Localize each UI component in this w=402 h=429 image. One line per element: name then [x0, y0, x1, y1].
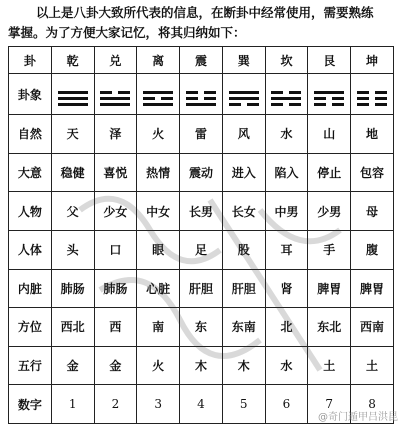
- table-cell: 心脏: [137, 269, 180, 308]
- yin-line: [143, 97, 173, 100]
- table-row: [9, 153, 394, 192]
- row-label: 卦象: [9, 74, 52, 115]
- table-cell: 火: [137, 346, 180, 385]
- table-cell: 西北: [51, 308, 94, 347]
- table-row: [9, 308, 394, 347]
- table-cell: 东: [180, 308, 223, 347]
- table-cell: 热情: [137, 153, 180, 192]
- trigram-icon: [100, 91, 130, 106]
- table-cell: 手: [308, 230, 351, 269]
- intro-line-1: 以上是八卦大致所代表的信息，在断卦中经常使用，需要熟练: [36, 5, 374, 20]
- trigram-icon: [186, 91, 216, 106]
- yin-line: [186, 97, 216, 100]
- table-cell: 肾: [265, 269, 308, 308]
- trigram-cell: [351, 74, 394, 115]
- table-cell: 眼: [137, 230, 180, 269]
- yang-line: [143, 91, 173, 94]
- table-cell: 中男: [265, 192, 308, 231]
- table-cell: 7: [308, 385, 351, 424]
- yin-line: [314, 97, 344, 100]
- table-cell: 山: [308, 115, 351, 154]
- table-cell: 东南: [222, 308, 265, 347]
- table-cell: 地: [351, 115, 394, 154]
- table-cell: 4: [180, 385, 223, 424]
- trigram-symbols-row: [9, 74, 394, 115]
- table-cell: 金: [51, 346, 94, 385]
- table-cell: 肺肠: [94, 269, 137, 308]
- header-trigram-name: 巽: [222, 47, 265, 74]
- table-cell: 火: [137, 115, 180, 154]
- yin-line: [229, 103, 259, 106]
- header-trigram-name: 乾: [51, 47, 94, 74]
- table-cell: 脾胃: [308, 269, 351, 308]
- table-cell: 风: [222, 115, 265, 154]
- trigram-cell: [180, 74, 223, 115]
- table-cell: 北: [265, 308, 308, 347]
- trigram-cell: [308, 74, 351, 115]
- table-cell: 南: [137, 308, 180, 347]
- table-cell: 进入: [222, 153, 265, 192]
- row-label: 方位: [9, 308, 52, 347]
- table-cell: 停止: [308, 153, 351, 192]
- header-trigram-name: 离: [137, 47, 180, 74]
- header-trigram-name: 震: [180, 47, 223, 74]
- header-gua-label: 卦: [9, 47, 52, 74]
- yang-line: [58, 91, 88, 94]
- trigram-icon: [357, 91, 387, 106]
- table-cell: 足: [180, 230, 223, 269]
- header-trigram-name: 坎: [265, 47, 308, 74]
- yang-line: [229, 91, 259, 94]
- table-cell: 肝胆: [180, 269, 223, 308]
- trigram-icon: [58, 91, 88, 106]
- table-cell: 长男: [180, 192, 223, 231]
- header-trigram-name: 坤: [351, 47, 394, 74]
- table-cell: 少男: [308, 192, 351, 231]
- yang-line: [271, 97, 301, 100]
- yang-line: [58, 97, 88, 100]
- table-row: [9, 269, 394, 308]
- trigram-cell: [94, 74, 137, 115]
- table-cell: 稳健: [51, 153, 94, 192]
- table-cell: 包容: [351, 153, 394, 192]
- header-row: [9, 47, 394, 74]
- table-row: [9, 230, 394, 269]
- row-label: 大意: [9, 153, 52, 192]
- table-cell: 腹: [351, 230, 394, 269]
- trigram-icon: [271, 91, 301, 106]
- yang-line: [100, 97, 130, 100]
- table-cell: 泽: [94, 115, 137, 154]
- row-label: 五行: [9, 346, 52, 385]
- yin-line: [100, 91, 130, 94]
- table-cell: 金: [94, 346, 137, 385]
- header-trigram-name: 兑: [94, 47, 137, 74]
- yin-line: [271, 103, 301, 106]
- table-row: [9, 115, 394, 154]
- table-cell: 土: [351, 346, 394, 385]
- table-cell: 父: [51, 192, 94, 231]
- table-cell: 肝胆: [222, 269, 265, 308]
- table-cell: 西: [94, 308, 137, 347]
- table-cell: 母: [351, 192, 394, 231]
- table-cell: 震动: [180, 153, 223, 192]
- table-cell: 木: [222, 346, 265, 385]
- table-cell: 耳: [265, 230, 308, 269]
- trigram-icon: [314, 91, 344, 106]
- row-label: 自然: [9, 115, 52, 154]
- table-cell: 水: [265, 346, 308, 385]
- yin-line: [271, 91, 301, 94]
- table-cell: 头: [51, 230, 94, 269]
- table-cell: 脾胃: [351, 269, 394, 308]
- trigram-cell: [222, 74, 265, 115]
- yin-line: [186, 91, 216, 94]
- bagua-table: [8, 46, 394, 424]
- yang-line: [229, 97, 259, 100]
- table-cell: 西南: [351, 308, 394, 347]
- table-cell: 雷: [180, 115, 223, 154]
- table-cell: 陷入: [265, 153, 308, 192]
- trigram-cell: [137, 74, 180, 115]
- yang-line: [186, 103, 216, 106]
- table-cell: 长女: [222, 192, 265, 231]
- row-label: 人物: [9, 192, 52, 231]
- yin-line: [314, 103, 344, 106]
- yin-line: [357, 103, 387, 106]
- table-cell: 肺肠: [51, 269, 94, 308]
- table-cell: 3: [137, 385, 180, 424]
- yang-line: [314, 91, 344, 94]
- yin-line: [357, 91, 387, 94]
- intro-line-2: 掌握。为了方便大家记忆，将其归纳如下：: [8, 25, 246, 40]
- table-cell: 1: [51, 385, 94, 424]
- row-label: 数字: [9, 385, 52, 424]
- table-row: [9, 346, 394, 385]
- row-label: 内脏: [9, 269, 52, 308]
- header-trigram-name: 艮: [308, 47, 351, 74]
- table-cell: 8: [351, 385, 394, 424]
- yang-line: [143, 103, 173, 106]
- table-cell: 2: [94, 385, 137, 424]
- table-cell: 中女: [137, 192, 180, 231]
- table-cell: 喜悦: [94, 153, 137, 192]
- table-cell: 6: [265, 385, 308, 424]
- table-cell: 口: [94, 230, 137, 269]
- yang-line: [100, 103, 130, 106]
- yang-line: [58, 103, 88, 106]
- row-label: 人体: [9, 230, 52, 269]
- trigram-cell: [51, 74, 94, 115]
- trigram-icon: [229, 91, 259, 106]
- table-cell: 水: [265, 115, 308, 154]
- table-cell: 土: [308, 346, 351, 385]
- watermark-text: @奇门遁甲吕洪昆: [318, 412, 398, 423]
- table-row: [9, 192, 394, 231]
- trigram-icon: [143, 91, 173, 106]
- yin-line: [357, 97, 387, 100]
- table-cell: 东北: [308, 308, 351, 347]
- trigram-cell: [265, 74, 308, 115]
- table-cell: 天: [51, 115, 94, 154]
- table-cell: 5: [222, 385, 265, 424]
- table-cell: 股: [222, 230, 265, 269]
- table-cell: 木: [180, 346, 223, 385]
- table-cell: 少女: [94, 192, 137, 231]
